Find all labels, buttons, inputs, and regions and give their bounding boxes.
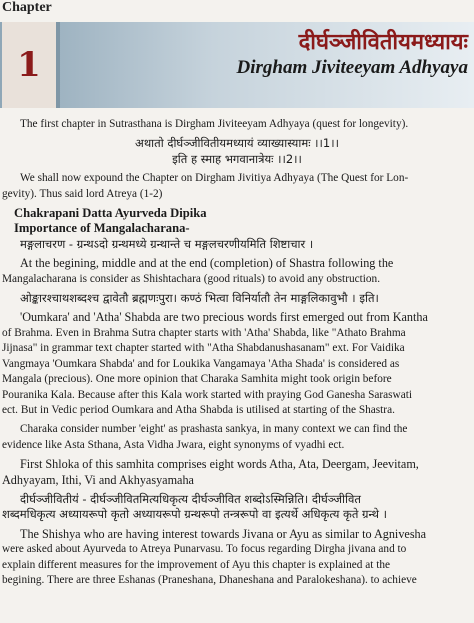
verse-2: इति ह स्माह भगवानात्रेयः ।।2।। [172,151,302,166]
verse-4: ओङ्कारश्चाथशब्दश्च द्वावेतौ ब्रह्मणःपुरा। कण्ठं भित्वा विनिर्यातौ तेन माङ्गलिकावुभौ । इति। [20,291,379,306]
verse-3: मङ्गलाचरण - ग्रन्थऽदो ग्रन्थमध्ये ग्रन्थान्ते च मङ्गलचरणीयमिति शिष्टाचार । [20,236,314,251]
paragraph-6-line-2: were asked about Ayurveda to Atreya Punarvasu. To focus regarding Dirgha jivana and to [2,543,407,556]
paragraph-6-line-3: explain different measures for the improvement of Ayu this chapter is explained at the [2,558,391,571]
verse-5-line-2: शब्दमधिकृत्य अध्यायरूपो कृतो अध्यायरूपो ग्रन्थरूपो तन्त्ररूपो वा इत्यर्थे अधिकृत्य कृते ग्रन्थे । [2,507,387,522]
heading-mangalacharana: Importance of Mangalacharana- [14,221,190,236]
running-head: Chapter [2,0,52,15]
heading-ayurveda-dipika: Chakrapani Datta Ayurveda Dipika [14,206,207,221]
paragraph-3-line-2: of Brahma. Even in Brahma Sutra chapter starts with 'Atha' Shabda, like "Athato Brahma [2,326,406,339]
paragraph-3-line-1: 'Oumkara' and 'Atha' Shabda are two precious words first emerged out from Kantha [20,310,428,325]
paragraph-3-line-7: ect. But in Vedic period Oumkara and Atha Shabda is utilised at starting of the Shastra. [2,403,395,416]
chapter-title-sanskrit: दीर्घञ्जीवितीयमध्यायः [298,30,468,55]
paragraph-3-line-4: Vangmaya 'Oumkara Shabda' and for Loukika Vangamaya 'Atha Shada' is considered as [2,357,400,370]
paragraph-3-line-3: Jijnasa" in grammar text chapter started with "Atha Shabdanushasanam" ext. For Vaidika [2,342,405,355]
verse-5-line-1: दीर्घञ्जीवितीय॑ - दीर्घञ्जीवितमित्यधिकृत्य दीर्घञ्जीवित शब्दोऽस्मिन्निति। दीर्घञ्जीवित [20,491,361,506]
paragraph-4-line-2: evidence like Asta Sthana, Asta Vidha Jwara, eight synonyms of vyadhi ect. [2,438,345,451]
chapter-title-english: Dirgham Jiviteeyam Adhyaya [236,57,468,78]
paragraph-5-line-1: First Shloka of this samhita comprises eight words Atha, Ata, Deergam, Jeevitam, [20,457,419,472]
paragraph-1-line-1: We shall now expound the Chapter on Dirgham Jivitiya Adhyaya (The Quest for Lon- [20,172,409,185]
chapter-number: 1 [17,45,41,85]
paragraph-1-line-2: gevity). Thus said lord Atreya (1-2) [2,187,163,200]
page-body [0,117,474,588]
paragraph-5-line-2: Adhyayam, Ithi, Vi and Akhyasyamaha [2,472,194,487]
intro-line: The first chapter in Sutrasthana is Dirgham Jiviteeyam Adhyaya (quest for longevity). [20,118,409,130]
verse-1: अथातो दीर्घञ्जीवितीयमध्यायं व्याख्यास्यामः ।।1।। [135,136,339,151]
paragraph-4-line-1: Charaka consider number 'eight' as prashasta sankya, in many context we can find the [20,423,408,436]
paragraph-3-line-5: Mangala (precious). One more opinion that Charaka Samhita might took origin before [2,373,392,386]
paragraph-2-line-1: At the begining, middle and at the end (completion) of Shastra following the [20,256,394,271]
paragraph-6-line-1: The Shishya who are having interest towards Jivana or Ayu as similar to Agnivesha [20,526,427,541]
paragraph-3-line-6: Pouranika Kala. Because after this Kala work started with praying God Ganesha Saraswati [2,388,413,401]
chapter-number-box [2,22,60,108]
paragraph-2-line-2: Mangalacharana is consider as Shishtachara (good rituals) to avoid any obstruction. [2,272,381,285]
paragraph-6-line-4: begining. There are three Eshanas (Praneshana, Dhaneshana and Paralokeshana). to achieve [2,573,417,586]
